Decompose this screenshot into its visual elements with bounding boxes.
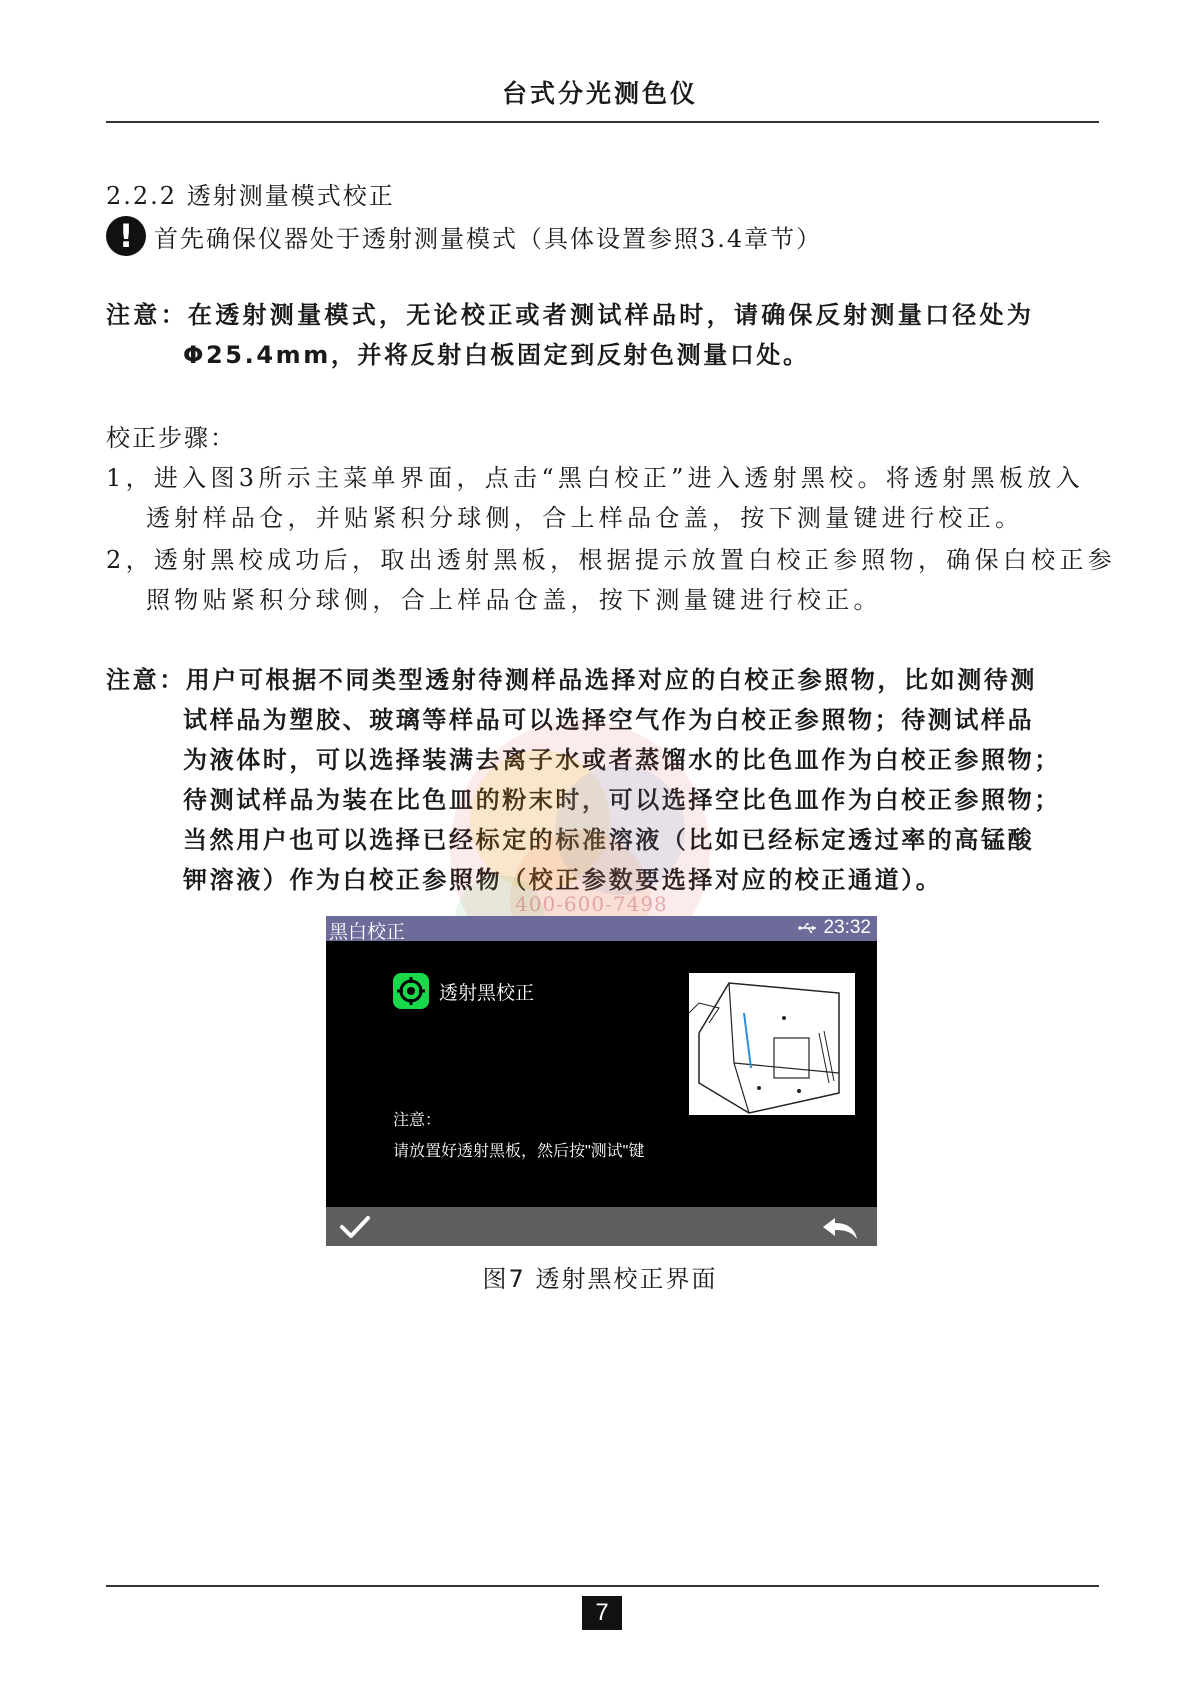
- mode-row: [393, 973, 534, 1009]
- header-rule: [106, 121, 1099, 123]
- note2-line6: 钾溶液）作为白校正参照物（校正参数要选择对应的校正通道）。: [183, 866, 943, 894]
- screen-note-heading: 注意：: [393, 1112, 442, 1129]
- steps-heading: 校正步骤：: [106, 424, 236, 452]
- step1-line1: 1，进入图3所示主菜单界面，点击“黑白校正”进入透射黑校。将透射黑板放入: [106, 464, 1084, 492]
- note2-line1: 注意：用户可根据不同类型透射待测样品选择对应的白校正参照物，比如测待测: [106, 666, 1037, 694]
- section-title: 2.2.2 透射测量模式校正: [106, 182, 395, 210]
- note2-line5: 当然用户也可以选择已经标定的标准溶液（比如已经标定透过率的高锰酸: [183, 826, 1035, 854]
- screen-note-text: 请放置好透射黑板，然后按"测试"键: [393, 1143, 645, 1160]
- figure-caption: 图7 透射黑校正界面: [482, 1265, 718, 1293]
- screen-footer-bar: [326, 1207, 877, 1246]
- page-header-title: 台式分光测色仪: [501, 79, 698, 108]
- note1-line1: 注意：在透射测量模式，无论校正或者测试样品时，请确保反射测量口径处为: [106, 301, 1035, 329]
- screen-title: 黑白校正: [329, 922, 406, 943]
- step1-line2: 透射样品仓，并贴紧积分球侧，合上样品仓盖，按下测量键进行校正。: [146, 504, 1024, 532]
- confirm-check-icon[interactable]: [338, 1212, 372, 1242]
- clock-time: 23:32: [823, 917, 871, 938]
- watermark-tel: 400-600-7498: [515, 892, 668, 916]
- footer-rule: [106, 1585, 1099, 1587]
- warning-row: [106, 216, 822, 256]
- mode-label: 透射黑校正: [439, 982, 535, 1004]
- exclamation-icon: !: [106, 216, 146, 256]
- sample-chamber-illustration: [689, 973, 855, 1115]
- warning-text: 首先确保仪器处于透射测量模式（具体设置参照3.4章节）: [154, 224, 823, 253]
- note2-line4: 待测试样品为装在比色皿的粉末时，可以选择空比色皿作为白校正参照物；: [183, 786, 1061, 814]
- back-arrow-icon[interactable]: [819, 1212, 861, 1242]
- note2-line2: 试样品为塑胶、玻璃等样品可以选择空气作为白校正参照物；待测试样品: [183, 706, 1035, 734]
- note1-line2: Φ25.4mm，并将反射白板固定到反射色测量口处。: [183, 341, 810, 369]
- calibration-target-icon: [393, 973, 429, 1009]
- screen-title-bar: [326, 916, 877, 941]
- note2-line3: 为液体时，可以选择装满去离子水或者蒸馏水的比色皿作为白校正参照物；: [183, 746, 1061, 774]
- page-number: 7: [582, 1596, 622, 1630]
- step2-line2: 照物贴紧积分球侧，合上样品仓盖，按下测量键进行校正。: [146, 586, 882, 614]
- step2-line1: 2，透射黑校成功后，取出透射黑板，根据提示放置白校正参照物，确保白校正参: [106, 546, 1117, 574]
- device-screen: [326, 916, 877, 1246]
- status-area: [798, 917, 871, 939]
- usb-icon: [798, 922, 818, 934]
